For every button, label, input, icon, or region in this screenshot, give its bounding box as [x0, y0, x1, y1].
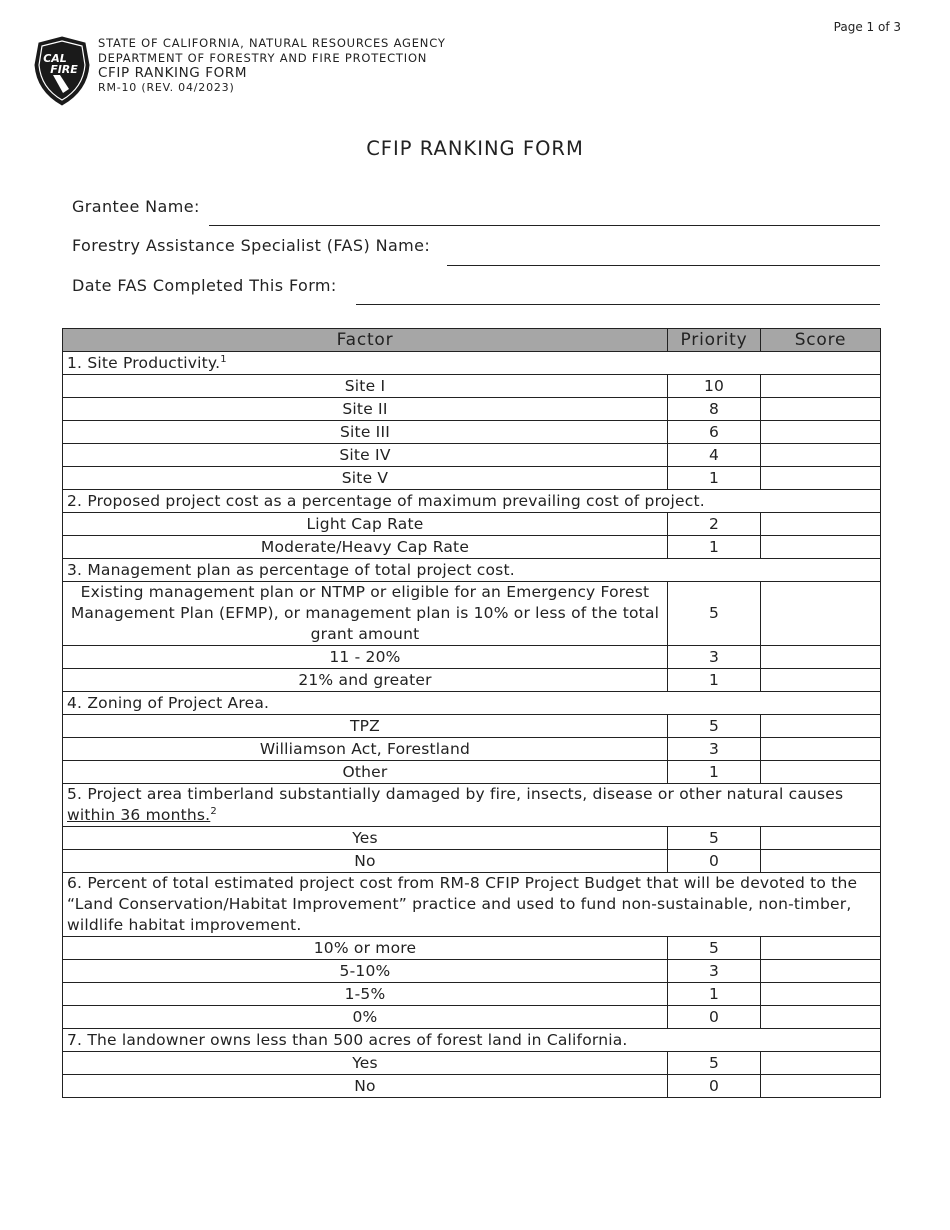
factor-option: 11 - 20% — [63, 646, 668, 669]
priority-value: 0 — [668, 1075, 761, 1098]
table-row — [63, 850, 881, 873]
table-row — [63, 669, 881, 692]
priority-value: 1 — [668, 467, 761, 490]
factor-option: 1-5% — [63, 983, 668, 1006]
score-cell[interactable] — [761, 738, 881, 761]
score-cell[interactable] — [761, 421, 881, 444]
priority-value: 2 — [668, 513, 761, 536]
factor-option: Williamson Act, Forestland — [63, 738, 668, 761]
cal-fire-logo — [33, 35, 91, 107]
factor-option: Yes — [63, 827, 668, 850]
score-cell[interactable] — [761, 850, 881, 873]
table-row — [63, 761, 881, 784]
fas-name-field[interactable] — [447, 265, 880, 266]
score-cell[interactable] — [761, 1052, 881, 1075]
table-row — [63, 1075, 881, 1098]
factor-option: Site V — [63, 467, 668, 490]
score-cell[interactable] — [761, 761, 881, 784]
table-row — [63, 582, 881, 646]
section-row — [63, 784, 881, 827]
factor-option: Existing management plan or NTMP or eligible for an Emergency Forest Management Plan (EFMP), or management plan is 10% or less of the total grant amount — [63, 582, 668, 646]
page-title: CFIP RANKING FORM — [366, 137, 584, 160]
section-title: 3. Management plan as percentage of total project cost. — [63, 559, 881, 582]
factor-option: 5-10% — [63, 960, 668, 983]
factor-option: 0% — [63, 1006, 668, 1029]
table-row — [63, 715, 881, 738]
section-row — [63, 692, 881, 715]
table-row — [63, 1006, 881, 1029]
factor-option: No — [63, 850, 668, 873]
fas-name-label: Forestry Assistance Specialist (FAS) Name: — [72, 236, 431, 255]
factor-option: Moderate/Heavy Cap Rate — [63, 536, 668, 559]
priority-value: 1 — [668, 669, 761, 692]
score-cell[interactable] — [761, 1006, 881, 1029]
section-title: 5. Project area timberland substantially damaged by fire, insects, disease or other natural causes within 36 months.$^2$ — [63, 784, 881, 827]
section-row — [63, 352, 881, 375]
priority-value: 0 — [668, 850, 761, 873]
table-row — [63, 444, 881, 467]
score-cell[interactable] — [761, 398, 881, 421]
grantee-name-field[interactable] — [209, 225, 880, 226]
header-score: Score — [761, 329, 881, 352]
score-cell[interactable] — [761, 960, 881, 983]
form-revision: RM-10 (REV. 04/2023) — [98, 81, 235, 94]
table-row — [63, 1052, 881, 1075]
section-title: 2. Proposed project cost as a percentage of maximum prevailing cost of project. — [63, 490, 881, 513]
table-row — [63, 646, 881, 669]
score-cell[interactable] — [761, 669, 881, 692]
priority-value: 8 — [668, 398, 761, 421]
table-row — [63, 513, 881, 536]
score-cell[interactable] — [761, 582, 881, 646]
factor-option: 21% and greater — [63, 669, 668, 692]
priority-value: 0 — [668, 1006, 761, 1029]
score-cell[interactable] — [761, 444, 881, 467]
factor-option: Site II — [63, 398, 668, 421]
priority-value: 6 — [668, 421, 761, 444]
factor-option: Site III — [63, 421, 668, 444]
date-completed-label: Date FAS Completed This Form: — [72, 276, 337, 295]
factor-option: Light Cap Rate — [63, 513, 668, 536]
factor-option: TPZ — [63, 715, 668, 738]
ranking-table — [62, 328, 881, 1098]
page-number: Page 1 of 3 — [833, 20, 901, 34]
section-row — [63, 873, 881, 937]
priority-value: 5 — [668, 937, 761, 960]
score-cell[interactable] — [761, 1075, 881, 1098]
footnote-ref: 1 — [220, 353, 227, 365]
score-cell[interactable] — [761, 937, 881, 960]
priority-value: 5 — [668, 715, 761, 738]
footnote-ref: 2 — [210, 805, 217, 817]
score-cell[interactable] — [761, 513, 881, 536]
score-cell[interactable] — [761, 983, 881, 1006]
priority-value: 10 — [668, 375, 761, 398]
score-cell[interactable] — [761, 715, 881, 738]
section-row — [63, 1029, 881, 1052]
grantee-name-label: Grantee Name: — [72, 197, 200, 216]
agency-line-department: DEPARTMENT OF FORESTRY AND FIRE PROTECTION — [98, 50, 428, 65]
date-completed-field[interactable] — [356, 304, 880, 305]
priority-value: 5 — [668, 1052, 761, 1075]
priority-value: 5 — [668, 582, 761, 646]
section-title: 1. Site Productivity.$^1$ — [63, 352, 881, 375]
table-row — [63, 536, 881, 559]
table-row — [63, 827, 881, 850]
priority-value: 3 — [668, 738, 761, 761]
section-row — [63, 490, 881, 513]
score-cell[interactable] — [761, 646, 881, 669]
priority-value: 1 — [668, 983, 761, 1006]
factor-option: Yes — [63, 1052, 668, 1075]
table-row — [63, 375, 881, 398]
priority-value: 5 — [668, 827, 761, 850]
score-cell[interactable] — [761, 467, 881, 490]
factor-option: Site IV — [63, 444, 668, 467]
priority-value: 3 — [668, 960, 761, 983]
score-cell[interactable] — [761, 375, 881, 398]
section-title: 4. Zoning of Project Area. — [63, 692, 881, 715]
logo-text-top: CAL — [43, 52, 67, 65]
table-row — [63, 398, 881, 421]
table-header-row — [63, 329, 881, 352]
table-row — [63, 983, 881, 1006]
table-row — [63, 960, 881, 983]
priority-value: 1 — [668, 761, 761, 784]
factor-option: No — [63, 1075, 668, 1098]
section-row — [63, 559, 881, 582]
section-title: 7. The landowner owns less than 500 acres of forest land in California. — [63, 1029, 881, 1052]
priority-value: 4 — [668, 444, 761, 467]
header-form-name: CFIP RANKING FORM — [98, 65, 248, 81]
table-row — [63, 738, 881, 761]
score-cell[interactable] — [761, 536, 881, 559]
score-cell[interactable] — [761, 827, 881, 850]
logo-text-bottom: FIRE — [50, 63, 78, 76]
factor-option: Other — [63, 761, 668, 784]
table-row — [63, 467, 881, 490]
table-row — [63, 421, 881, 444]
section-title: 6. Percent of total estimated project cost from RM-8 CFIP Project Budget that will be devoted to the “Land Conservation/Habitat Improvement” practice and used to fund non-sustainable, non-timber, wildlife habitat improvement. — [63, 873, 881, 937]
table-row — [63, 937, 881, 960]
factor-option: 10% or more — [63, 937, 668, 960]
header-factor: Factor — [63, 329, 668, 352]
agency-block — [98, 36, 446, 96]
underlined-phrase: within 36 months. — [67, 806, 211, 824]
priority-value: 3 — [668, 646, 761, 669]
agency-line-state: STATE OF CALIFORNIA, NATURAL RESOURCES AGENCY — [98, 36, 446, 50]
factor-option: Site I — [63, 375, 668, 398]
priority-value: 1 — [668, 536, 761, 559]
header-priority: Priority — [668, 329, 761, 352]
